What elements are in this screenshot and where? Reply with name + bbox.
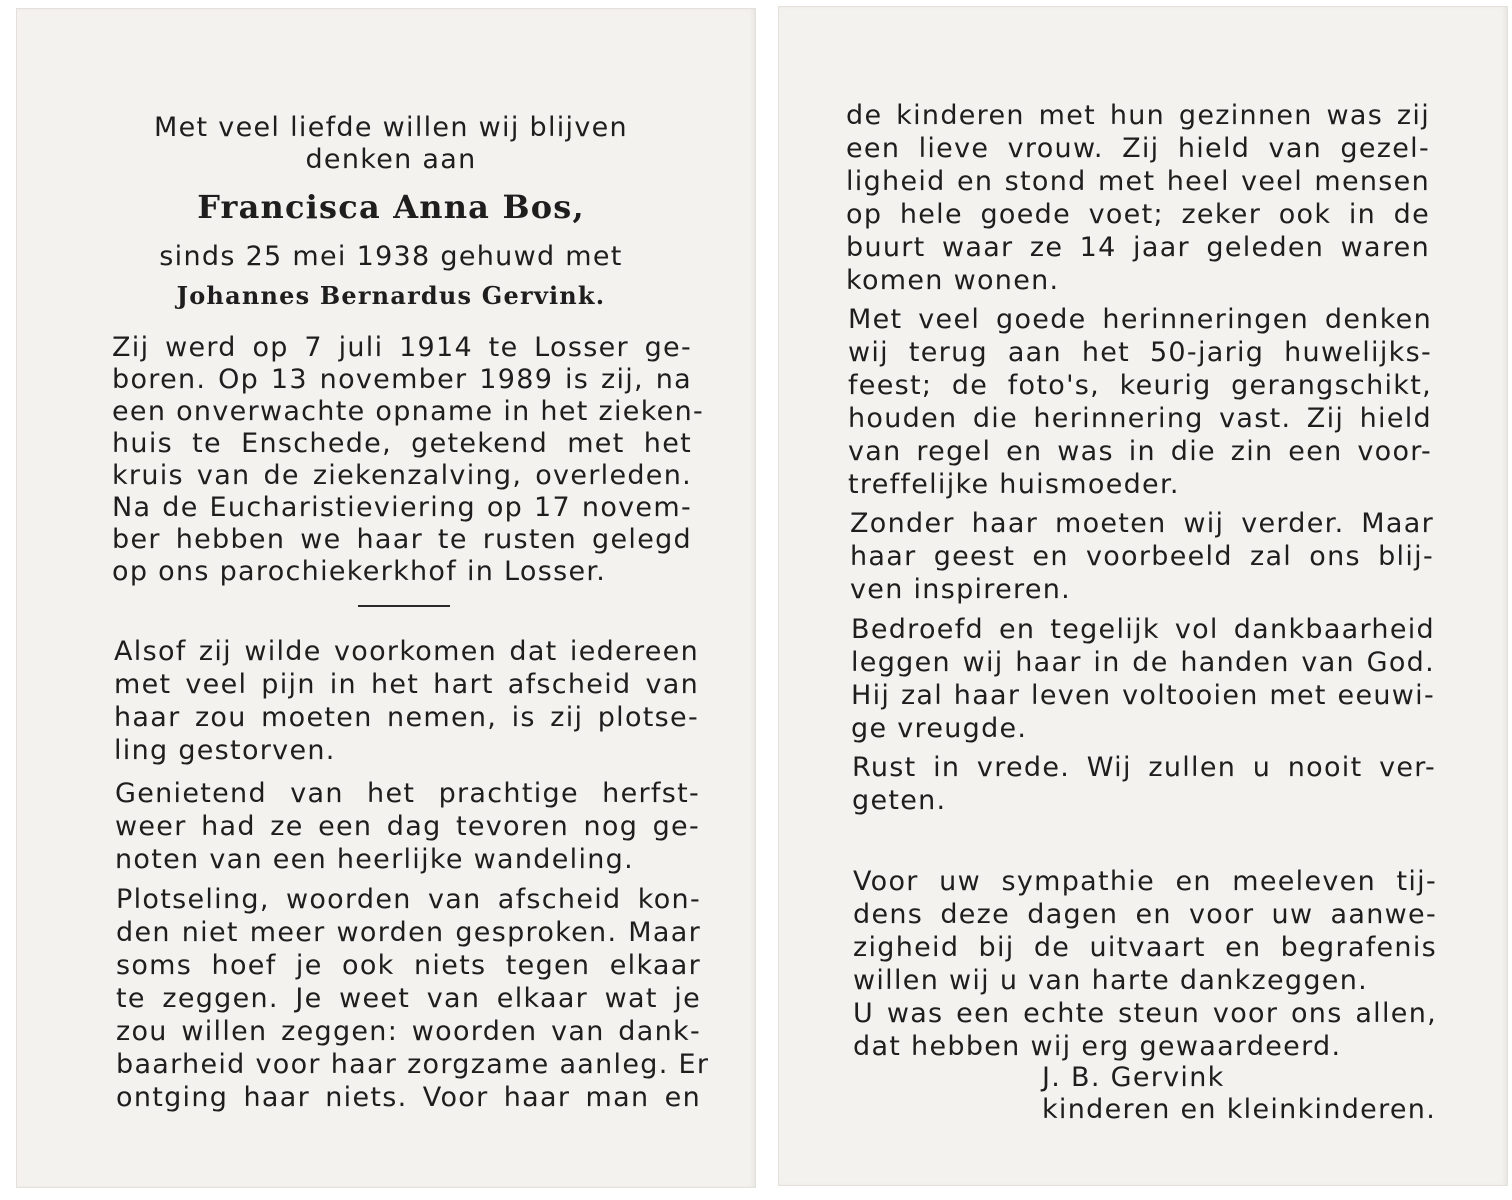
text-line: leggen wij haar in de handen van God. (851, 647, 1435, 678)
text-line: Voor uw sympathie en meeleven tij- (853, 866, 1437, 897)
text-line: Zonder haar moeten wij verder. Maar (850, 508, 1434, 539)
married-line: sinds 25 mei 1938 gehuwd met (159, 241, 623, 272)
text-line: feest; de foto's, keurig gerangschikt, (848, 370, 1432, 401)
text-line: met veel pijn in het hart afscheid van (114, 669, 699, 700)
text-line: ontging haar niets. Voor haar man en (116, 1082, 701, 1113)
text-line: noten van een heerlijke wandeling. (115, 844, 634, 875)
text-line: Met veel goede herinneringen denken (848, 304, 1432, 335)
deceased-name: Francisca Anna Bos, (197, 188, 585, 226)
text-line: Rust in vrede. Wij zullen u nooit ver- (852, 752, 1436, 783)
text-line: een lieve vrouw. Zij hield van gezel- (846, 133, 1430, 164)
text-line: ber hebben we haar te rusten gelegd (112, 524, 692, 555)
text-line: komen wonen. (846, 265, 1060, 296)
memorial-card-left (16, 8, 756, 1188)
divider (358, 605, 450, 607)
signature-family: kinderen en kleinkinderen. (1042, 1094, 1437, 1125)
text-line: houden die herinnering vast. Zij hield (848, 403, 1432, 434)
text-line: zigheid bij de uitvaart en begrafenis (853, 932, 1437, 963)
text-line: de kinderen met hun gezinnen was zij (846, 100, 1430, 131)
text-line: Bedroefd en tegelijk vol dankbaarheid (851, 614, 1435, 645)
text-line: ge vreugde. (851, 713, 1028, 744)
signature-name: J. B. Gervink (1042, 1062, 1225, 1093)
text-line: Na de Eucharistieviering op 17 novem- (112, 492, 692, 523)
text-line: wij terug aan het 50-jarig huwelijks- (848, 337, 1432, 368)
text-line: boren. Op 13 november 1989 is zij, na (112, 364, 692, 395)
text-line: haar zou moeten nemen, is zij plotse- (114, 702, 699, 733)
text-line: een onverwachte opname in het zieken- (112, 396, 705, 427)
text-line: haar geest en voorbeeld zal ons blij- (850, 541, 1434, 572)
text-line: U was een echte steun voor ons allen, (853, 998, 1437, 1029)
memorial-card-right (778, 6, 1508, 1186)
text-line: op hele goede voet; zeker ook in de (846, 199, 1430, 230)
text-line: op ons parochiekerkhof in Losser. (112, 556, 607, 587)
text-line: Alsof zij wilde voorkomen dat iedereen (114, 636, 699, 667)
text-line: baarheid voor haar zorgzame aanleg. Er (116, 1049, 710, 1080)
text-line: Hij zal haar leven voltooien met eeuwi- (851, 680, 1435, 711)
text-line: dens deze dagen en voor uw aanwe- (853, 899, 1437, 930)
spouse-name: Johannes Bernardus Gervink. (176, 281, 606, 310)
text-line: te zeggen. Je weet van elkaar wat je (116, 983, 701, 1014)
text-line: soms hoef je ook niets tegen elkaar (116, 950, 701, 981)
text-line: weer had ze een dag tevoren nog ge- (115, 811, 700, 842)
text-line: kruis van de ziekenzalving, overleden. (112, 460, 692, 491)
text-line: dat hebben wij erg gewaardeerd. (853, 1031, 1342, 1062)
text-line: Genietend van het prachtige herfst- (115, 778, 700, 809)
text-line: ven inspireren. (850, 574, 1072, 605)
text-line: willen wij u van harte dankzeggen. (853, 965, 1369, 996)
text-line: treffelijke huismoeder. (848, 469, 1180, 500)
intro-line-1: Met veel liefde willen wij blijven (154, 112, 628, 143)
text-line: buurt waar ze 14 jaar geleden waren (846, 232, 1430, 263)
text-line: ligheid en stond met heel veel mensen (846, 166, 1430, 197)
text-line: Zij werd op 7 juli 1914 te Losser ge- (112, 332, 692, 363)
text-line: den niet meer worden gesproken. Maar (116, 917, 701, 948)
text-line: van regel en was in die zin een voor- (848, 436, 1432, 467)
text-line: zou willen zeggen: woorden van dank- (116, 1016, 701, 1047)
text-line: geten. (852, 785, 947, 816)
text-line: ling gestorven. (114, 735, 336, 766)
text-line: huis te Enschede, getekend met het (112, 428, 692, 459)
text-line: Plotseling, woorden van afscheid kon- (116, 884, 701, 915)
intro-line-2: denken aan (305, 144, 477, 175)
